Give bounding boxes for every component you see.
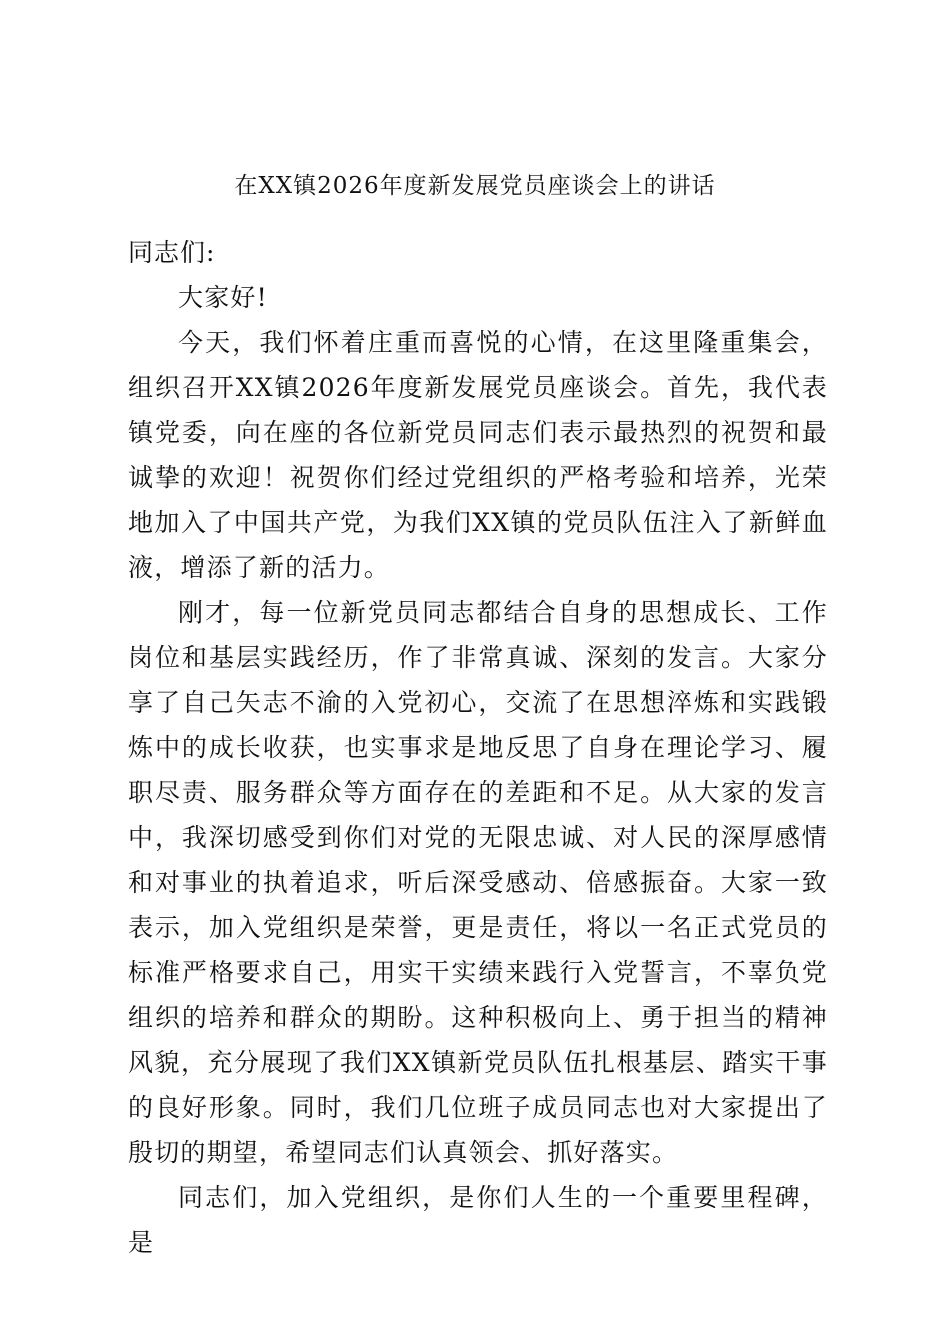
paragraph-greeting: 大家好!: [178, 283, 268, 312]
document-title: 在XX镇2026年度新发展党员座谈会上的讲话: [234, 173, 716, 199]
salutation: 同志们:: [128, 238, 216, 267]
document-body: [128, 230, 828, 1265]
paragraph-review: 刚才，每一位新党员同志都结合自身的思想成长、工作岗位和基层实践经历，作了非常真诚、深刻的发言。大家分享了自己矢志不渝的入党初心，交流了在思想淬炼和实践锻炼中的成长收获，也实事求是地反思了自身在理论学习、履职尽责、服务群众等方面存在的差距和不足。从大家的发言中，我深切感受到你们对党的无限忠诚、对人民的深厚感情和对事业的执着追求，听后深受感动、倍感振奋。大家一致表示，加入党组织是荣誉，更是责任，将以一名正式党员的标准严格要求自己，用实干实绩来践行入党誓言，不辜负党组织的培养和群众的期盼。这种积极向上、勇于担当的精神风貌，充分展现了我们XX镇新党员队伍扎根基层、踏实干事的良好形象。同时，我们几位班子成员同志也对大家提出了殷切的期望，希望同志们认真领会、抓好落实。: [128, 598, 828, 1167]
paragraph-opening: 今天，我们怀着庄重而喜悦的心情，在这里隆重集会，组织召开XX镇2026年度新发展党员座谈会。首先，我代表镇党委，向在座的各位新党员同志们表示最热烈的祝贺和最诚挚的欢迎！祝贺你们经过党组织的严格考验和培养，光荣地加入了中国共产党，为我们XX镇的党员队伍注入了新鲜血液，增添了新的活力。: [128, 328, 828, 582]
paragraph-continuation: 同志们，加入党组织，是你们人生的一个重要里程碑，是: [128, 1183, 828, 1257]
